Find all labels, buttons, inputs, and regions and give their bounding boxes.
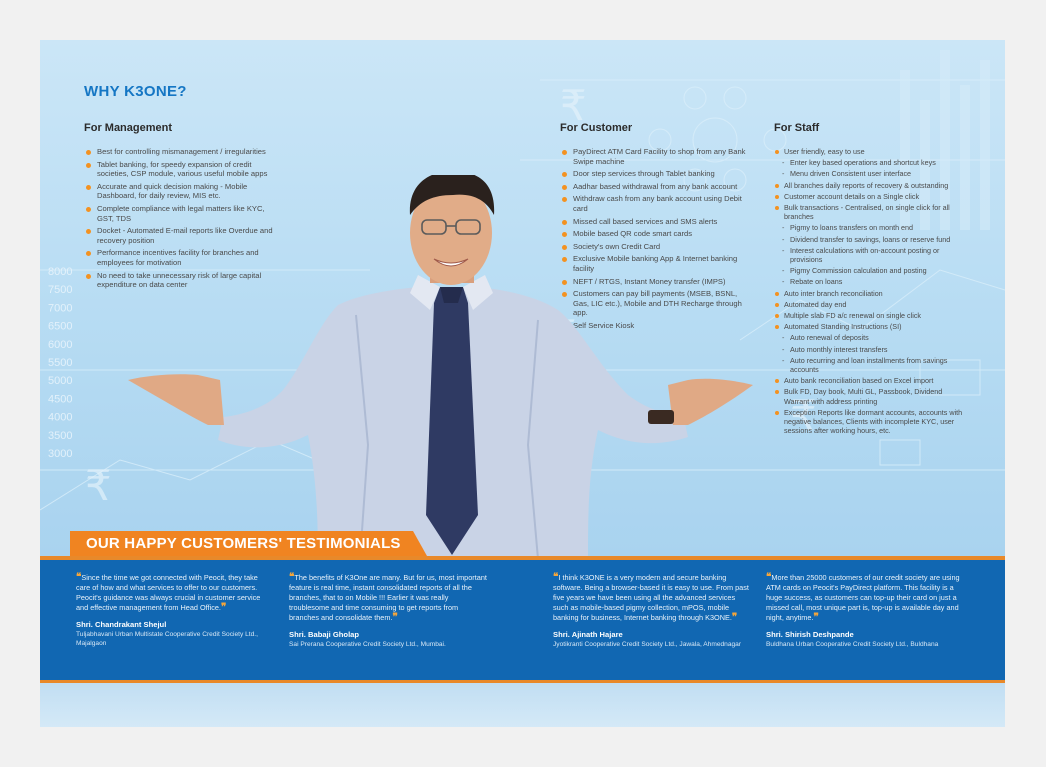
list-item: - Auto recurring and loan installments from savings accounts [774,356,966,374]
list-item: Self Service Kiosk [560,321,750,331]
customer-heading: For Customer [560,122,633,134]
why-k3one-heading: WHY K3ONE? [84,83,187,100]
svg-text:₹: ₹ [85,462,112,509]
background-axis-number: 7500 [48,284,73,297]
quote-close-icon: ❞ [392,612,398,623]
quote-close-icon: ❞ [813,612,819,623]
list-item: Missed call based services and SMS alerts [560,217,750,227]
list-item: Automated Standing Instructions (SI) [774,322,966,331]
list-item: Tablet banking, for speedy expansion of credit societies, CSP module, various useful mobile apps [84,160,274,179]
testimonials-heading: OUR HAPPY CUSTOMERS' TESTIMONIALS [70,531,413,556]
testimonial-card [76,573,274,648]
list-item: No need to take unnecessary risk of large capital expenditure on data center [84,271,274,290]
background-axis-number: 4500 [48,393,73,406]
background-axis-number: 7000 [48,302,73,315]
testimonial-name: Shri. Ajinath Hajare [553,630,623,639]
testimonial-card [289,573,487,650]
list-item: - Dividend transfer to savings, loans or reserve fund [774,235,966,244]
list-item: Withdraw cash from any bank account using Debit card [560,194,750,213]
quote-open-icon: ❝ [766,572,772,583]
list-item: Automated day end [774,300,966,309]
list-item: Complete compliance with legal matters like KYC, GST, TDS [84,204,274,223]
footer-area [40,683,1005,727]
quote-open-icon: ❝ [289,572,295,583]
list-item: - Rebate on loans [774,277,966,286]
list-item: PayDirect ATM Card Facility to shop from any Bank Swipe machine [560,147,750,166]
list-item: Auto inter branch reconciliation [774,289,966,298]
quote-open-icon: ❝ [76,572,82,583]
testimonial-name: Shri. Chandrakant Shejul [76,620,167,629]
list-item: - Interest calculations with on-account posting or provisions [774,246,966,264]
list-item: Customers can pay bill payments (MSEB, BSNL, Gas, LIC etc.), Mobile and DTH Recharge through app. [560,289,750,318]
background-axis-number: 5000 [48,375,73,388]
list-item: - Enter key based operations and shortcut keys [774,158,966,167]
list-item: Multiple slab FD a/c renewal on single click [774,311,966,320]
testimonial-org: Sai Prerana Cooperative Credit Society Ltd., Mumbai. [289,641,446,648]
testimonial-org: Buldhana Urban Cooperative Credit Society Ltd., Buldhana [766,641,939,648]
svg-text:₹: ₹ [790,392,817,439]
testimonial-name: Shri. Babaji Gholap [289,630,360,639]
list-item: Customer account details on a Single click [774,192,966,201]
background-axis-number: 3000 [48,448,73,460]
testimonial-quote: I think K3ONE is a very modern and secure banking software. Being a browser-based it is easy to use. From past five years we have been using all the advanced services such as mobile-based pigmy collection, mPOS, mobile banking for business, Internet banking through K3ONE. [553,573,749,622]
list-item: Best for controlling mismanagement / irregularities [84,147,274,157]
background-axis-number: 6500 [48,320,73,333]
testimonial-quote: Since the time we got connected with Peocit, they take care of how and what services to offer to our customers. Peocit's guidance was always crucial in customer service and effective management from Head Office. [76,573,261,612]
testimonial-card [553,573,751,650]
list-item: Bulk FD, Day book, Multi GL, Passbook, Dividend Warrant with address printing [774,387,966,405]
quote-close-icon: ❞ [220,602,227,613]
background-axis-number: 3500 [48,429,73,442]
svg-text:₹: ₹ [560,82,587,129]
management-heading: For Management [84,122,173,134]
background-axis-number: 6000 [48,338,73,351]
list-item: Door step services through Tablet banking [560,169,750,179]
list-item: Aadhar based withdrawal from any bank account [560,182,750,192]
list-item: Performance incentives facility for branches and employees for motivation [84,248,274,267]
staff-list [774,147,966,437]
list-item: Auto bank reconciliation based on Excel import [774,376,966,385]
list-item: - Menu driven Consistent user interface [774,169,966,178]
quote-close-icon: ❞ [731,612,738,623]
testimonial-org: Tuljabhavani Urban Multistate Cooperative Credit Society Ltd., Majalgaon [76,631,258,647]
testimonial-card [766,573,964,650]
list-item: NEFT / RTGS, Instant Money transfer (IMPS) [560,277,750,287]
staff-heading: For Staff [774,122,820,134]
businessman-photo [128,175,753,559]
list-item: Exclusive Mobile banking App & Internet banking facility [560,254,750,273]
list-item: - Auto monthly interest transfers [774,345,966,354]
testimonial-name: Shri. Shirish Deshpande [766,630,854,639]
quote-open-icon: ❝ [553,572,559,583]
list-item: Bulk transactions - Centralised, on single click for all branches [774,203,966,221]
list-item: Exception Reports like dormant accounts, accounts with negative balances, Clients with incomplete KYC, user sessions after working hours, etc. [774,408,966,436]
testimonial-quote: More than 25000 customers of our credit society are using ATM cards on Peocit's PayDirect platform. This facility is a huge success, as customers can top-up their card on just a missed call, most unique part is, top-up is available day and night, anytime. [766,573,960,622]
brochure-page [40,40,1005,727]
list-item: - Pigmy to loans transfers on month end [774,223,966,232]
background-axis-number: 4000 [48,411,73,424]
list-item: - Auto renewal of deposits [774,333,966,342]
list-item: Mobile based QR code smart cards [560,229,750,239]
list-item: All branches daily reports of recovery & outstanding [774,181,966,190]
background-axis-number: 5500 [48,357,73,369]
testimonial-quote: The benefits of K3One are many. But for us, most important feature is real time, instant consolidated reports of all the branches, that to on Mobile !!! Earlier it was really troublesome and time consuming to get reports from branches and consolidate them. [289,573,487,622]
testimonial-org: Jyotikranti Cooperative Credit Society Ltd., Jawala, Ahmednagar [553,641,742,648]
list-item: Accurate and quick decision making - Mobile Dashboard, for daily review, MIS etc. [84,182,274,201]
list-item: User friendly, easy to use [774,147,966,156]
list-item: Docket - Automated E-mail reports like Overdue and recovery position [84,226,274,245]
list-item: - Pigmy Commission calculation and posting [774,266,966,275]
background-axis-number: 8000 [48,266,73,278]
list-item: Society's own Credit Card [560,242,750,252]
